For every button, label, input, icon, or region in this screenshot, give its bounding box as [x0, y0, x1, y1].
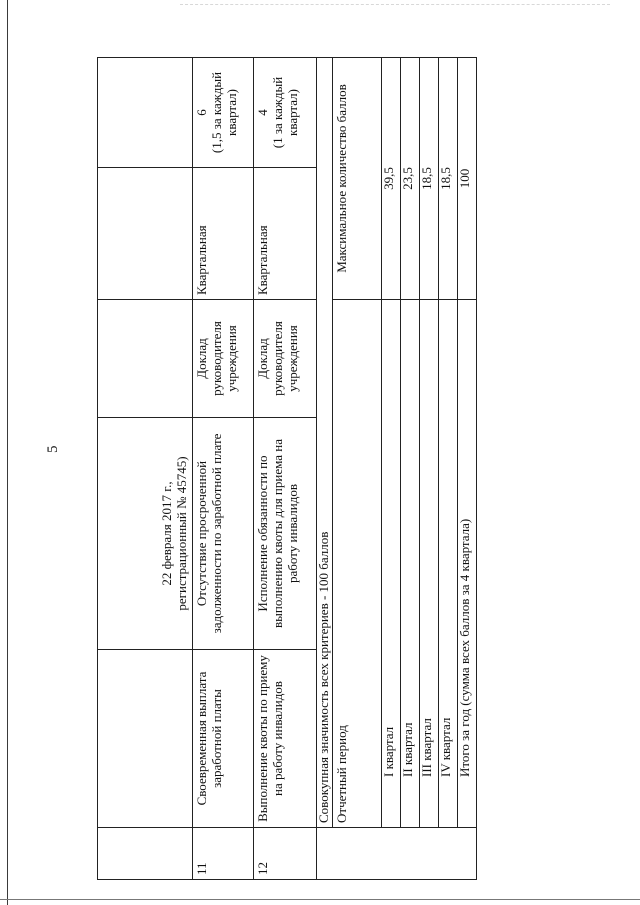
- points-value: 4: [255, 109, 270, 116]
- criterion-period: Квартальная: [193, 168, 254, 300]
- header-cell-points: [98, 58, 193, 168]
- points-note: (1,5 за каждый квартал): [208, 71, 239, 154]
- quarter-label: II квартал: [400, 300, 419, 828]
- rotated-page: [97, 58, 472, 880]
- criterion-points: [254, 58, 317, 168]
- row-number: 11: [193, 828, 254, 880]
- header-cell-desc: [98, 418, 193, 650]
- quarter-row: [419, 58, 438, 880]
- criterion-name: Своевременная выплата заработной платы: [193, 650, 254, 828]
- year-total-value: 100: [457, 58, 476, 300]
- total-weight-row: [317, 58, 333, 880]
- criterion-description: Исполнение обязанности по выполнению квоты для приема на работу инвалидов: [254, 418, 317, 650]
- year-total-row: [457, 58, 476, 880]
- criteria-table: [97, 57, 477, 880]
- header-cell-num: [98, 828, 193, 880]
- page-number: 5: [45, 445, 61, 453]
- quarter-row: [400, 58, 419, 880]
- criterion-source: Доклад руководителя учреждения: [193, 300, 254, 418]
- quarter-value: 39,5: [381, 58, 400, 300]
- criterion-description: Отсутствие просроченной задолженности по заработной плате: [193, 418, 254, 650]
- blank-cell: [438, 828, 457, 880]
- quarter-value: 18,5: [438, 58, 457, 300]
- quarter-value: 18,5: [419, 58, 438, 300]
- criterion-points: [193, 58, 254, 168]
- table-row: [193, 58, 254, 880]
- scan-top-edge: [180, 4, 610, 5]
- scan-bottom-edge: [0, 899, 640, 900]
- header-cell-name: [98, 650, 193, 828]
- table-row: [254, 58, 317, 880]
- points-value: 6: [194, 109, 209, 116]
- table-header-row: [98, 58, 193, 880]
- period-label: Отчетный период: [332, 300, 381, 828]
- total-weight: Совокупная значимость всех критериев - 100 баллов: [317, 58, 333, 828]
- quarter-row: [381, 58, 400, 880]
- quarter-label: I квартал: [381, 300, 400, 828]
- blank-cell: [419, 828, 438, 880]
- header-line-2: регистрационный № 45745): [174, 456, 190, 611]
- scan-left-edge: [7, 0, 8, 905]
- period-header-row: [332, 58, 381, 880]
- quarter-label: IV квартал: [438, 300, 457, 828]
- blank-cell: [457, 828, 476, 880]
- quarter-value: 23,5: [400, 58, 419, 300]
- year-total-label: Итого за год (сумма всех баллов за 4 квартала): [457, 300, 476, 828]
- quarter-label: III квартал: [419, 300, 438, 828]
- header-line-1: 22 февраля 2017 г.,: [159, 481, 175, 586]
- blank-cell: [381, 828, 400, 880]
- blank-cell: [317, 828, 333, 880]
- points-note: (1 за каждый квартал): [269, 76, 300, 149]
- criterion-period: Квартальная: [254, 168, 317, 300]
- criterion-name: Выполнение квоты по приему на работу инвалидов: [254, 650, 317, 828]
- blank-cell: [332, 828, 381, 880]
- quarter-row: [438, 58, 457, 880]
- blank-cell: [400, 828, 419, 880]
- header-cell-period: [98, 168, 193, 300]
- criterion-source: Доклад руководителя учреждения: [254, 300, 317, 418]
- row-number: 12: [254, 828, 317, 880]
- header-cell-source: [98, 300, 193, 418]
- max-points-label: Максимальное количество баллов: [332, 58, 381, 300]
